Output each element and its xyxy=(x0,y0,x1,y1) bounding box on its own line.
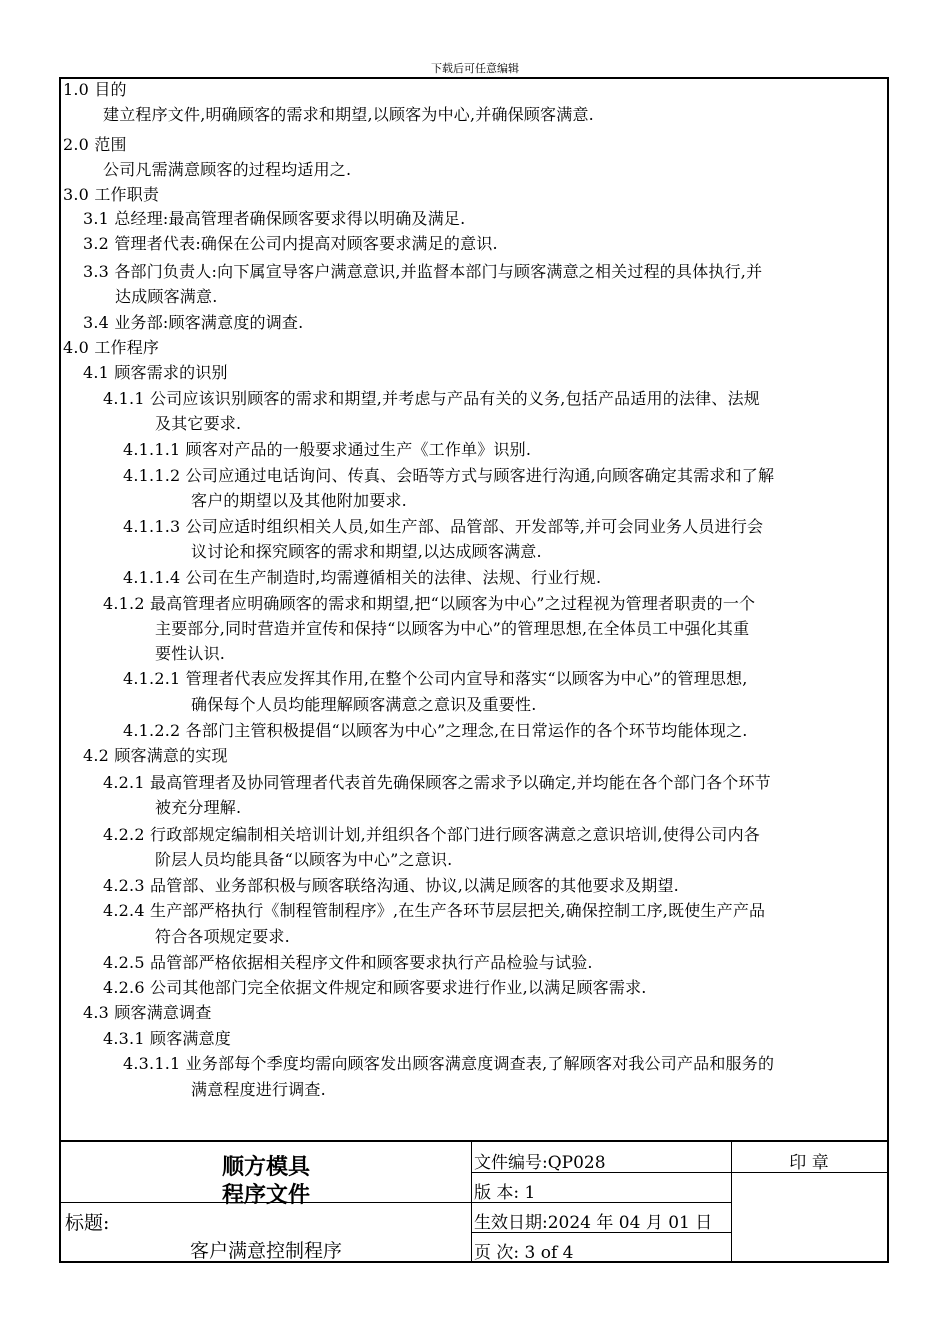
body-text-line: 2.0 范围 xyxy=(63,135,127,154)
document-body xyxy=(61,79,887,1140)
body-text-line: 4.2.4 生产部严格执行《制程管制程序》,在生产各环节层层把关,确保控制工序,既使生产产品 xyxy=(103,901,766,920)
document-footer xyxy=(61,1140,887,1263)
body-text-line: 客户的期望以及其他附加要求. xyxy=(191,491,407,510)
body-text-line: 议讨论和探究顾客的需求和期望,以达成顾客满意. xyxy=(191,542,542,561)
body-text-line: 4.3.1 顾客满意度 xyxy=(103,1029,231,1048)
body-text-line: 4.3.1.1 业务部每个季度均需向顾客发出顾客满意度调查表,了解顾客对我公司产品和服务的 xyxy=(123,1054,775,1073)
body-text-line: 满意程度进行调查. xyxy=(191,1080,326,1099)
body-text-line: 及其它要求. xyxy=(155,414,242,433)
body-text-line: 4.2.6 公司其他部门完全依据文件规定和顾客要求进行作业,以满足顾客需求. xyxy=(103,978,647,997)
body-text-line: 4.2.5 品管部严格依据相关程序文件和顾客要求执行产品检验与试验. xyxy=(103,953,593,972)
company-name: 顺方模具 xyxy=(221,1155,310,1180)
body-text-line: 4.1.2.2 各部门主管积极提倡“以顾客为中心”之理念,在日常运作的各个环节均能体现之. xyxy=(123,721,748,740)
body-text-line: 4.2.1 最高管理者及协同管理者代表首先确保顾客之需求予以确定,并均能在各个部门各个环节 xyxy=(103,773,771,792)
body-text-line: 3.1 总经理:最高管理者确保顾客要求得以明确及满足. xyxy=(83,209,466,228)
page-number: 页 次: 3 of 4 xyxy=(474,1243,574,1263)
body-text-line: 4.1.2.1 管理者代表应发挥其作用,在整个公司内宣导和落实“以顾客为中心”的管理思想, xyxy=(123,669,748,688)
body-text-line: 4.2.2 行政部规定编制相关培训计划,并组织各个部门进行顾客满意之意识培训,使得公司内各 xyxy=(103,825,760,844)
body-text-line: 4.1.2 最高管理者应明确顾客的需求和期望,把“以顾客为中心”之过程视为管理者职责的一个 xyxy=(103,594,756,613)
body-text-line: 4.1.1.4 公司在生产制造时,均需遵循相关的法律、法规、行业行规. xyxy=(123,568,602,587)
body-text-line: 4.2.3 品管部、业务部积极与顾客联络沟通、协议,以满足顾客的其他要求及期望. xyxy=(103,876,679,895)
header-note: 下载后可任意编辑 xyxy=(431,62,519,75)
body-text-line: 4.2 顾客满意的实现 xyxy=(83,746,228,765)
document-frame xyxy=(59,77,889,1263)
body-text-line: 4.1 顾客需求的识别 xyxy=(83,363,228,382)
stamp-label: 印 章 xyxy=(789,1153,829,1173)
body-text-line: 被充分理解. xyxy=(155,798,242,817)
body-text-line: 阶层人员均能具备“以顾客为中心”之意识. xyxy=(155,850,453,869)
body-text-line: 1.0 目的 xyxy=(63,80,127,99)
body-text-line: 确保每个人员均能理解顾客满意之意识及重要性. xyxy=(191,695,537,714)
body-text-line: 3.0 工作职责 xyxy=(63,185,160,204)
effective-date: 生效日期:2024 年 04 月 01 日 xyxy=(474,1213,713,1233)
body-text-line: 符合各项规定要求. xyxy=(155,927,290,946)
body-text-line: 3.3 各部门负责人:向下属宣导客户满意意识,并监督本部门与顾客满意之相关过程的具体执行,并 xyxy=(83,262,763,281)
body-text-line: 建立程序文件,明确顾客的需求和期望,以顾客为中心,并确保顾客满意. xyxy=(103,105,594,124)
document-type: 程序文件 xyxy=(221,1183,310,1208)
document-title: 客户满意控制程序 xyxy=(189,1240,342,1262)
body-text-line: 4.1.1.3 公司应适时组织相关人员,如生产部、品管部、开发部等,并可会同业务人员进行会 xyxy=(123,517,764,536)
body-text-line: 4.1.1.1 顾客对产品的一般要求通过生产《工作单》识别. xyxy=(123,440,532,459)
body-text-line: 公司凡需满意顾客的过程均适用之. xyxy=(103,160,352,179)
title-label: 标题: xyxy=(65,1212,110,1234)
body-text-line: 4.3 顾客满意调查 xyxy=(83,1003,212,1022)
body-text-line: 主要部分,同时营造并宣传和保持“以顾客为中心”的管理思想,在全体员工中强化其重 xyxy=(155,619,750,638)
document-number: 文件编号:QP028 xyxy=(474,1153,606,1173)
body-text-line: 3.4 业务部:顾客满意度的调查. xyxy=(83,313,304,332)
document-version: 版 本: 1 xyxy=(474,1183,536,1203)
body-text-line: 4.1.1.2 公司应通过电话询问、传真、会晤等方式与顾客进行沟通,向顾客确定其需求和了解 xyxy=(123,466,775,485)
body-text-line: 3.2 管理者代表:确保在公司内提高对顾客要求满足的意识. xyxy=(83,234,498,253)
body-text-line: 4.1.1 公司应该识别顾客的需求和期望,并考虑与产品有关的义务,包括产品适用的法律、法规 xyxy=(103,389,760,408)
body-text-line: 要性认识. xyxy=(155,644,226,663)
body-text-line: 4.0 工作程序 xyxy=(63,338,160,357)
body-text-line: 达成顾客满意. xyxy=(115,287,218,306)
